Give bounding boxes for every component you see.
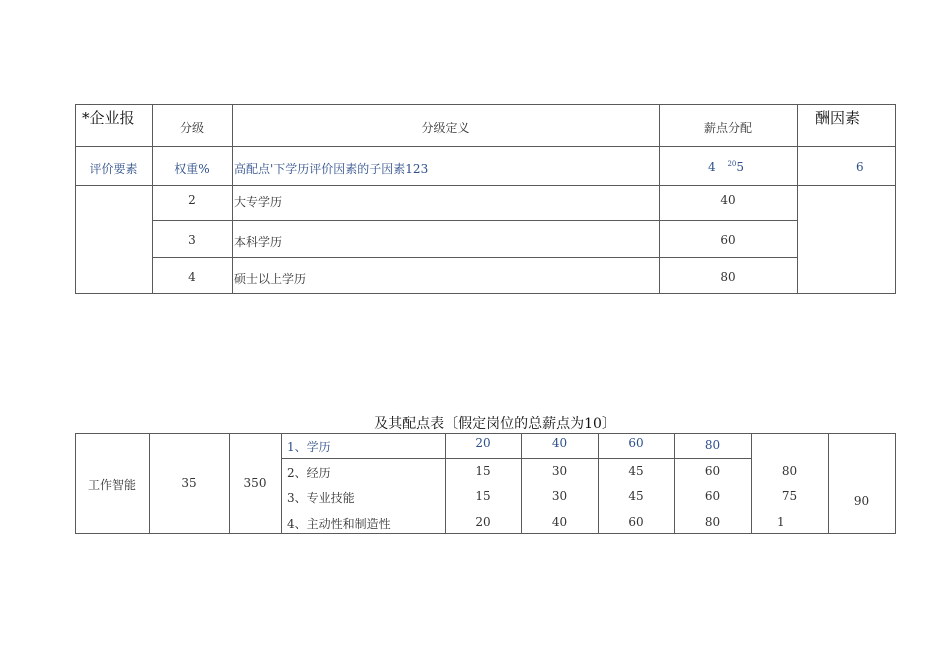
subfactor-name: 4、主动性和制造性 bbox=[287, 517, 391, 531]
header-points: 薪点分配 bbox=[703, 121, 752, 135]
grade-value: 40 bbox=[551, 436, 568, 450]
subfactor-name: 1、学历 bbox=[287, 440, 331, 454]
table-row-points: 60 bbox=[720, 233, 736, 247]
extra-value: 80 bbox=[781, 464, 798, 478]
grade-value: 30 bbox=[551, 464, 568, 478]
grade-value: 30 bbox=[551, 489, 568, 503]
subfactor-name: 2、经历 bbox=[287, 466, 331, 480]
category-total: 350 bbox=[243, 476, 267, 490]
last-value: 6 bbox=[856, 160, 864, 174]
header-definition: 分级定义 bbox=[421, 121, 470, 135]
table2-title: 及其配点表〔假定岗位的总薪点为10〕 bbox=[374, 416, 616, 432]
subfactor-name: 3、专业技能 bbox=[287, 491, 355, 505]
points-cell bbox=[708, 160, 744, 174]
grade-value: 20 bbox=[475, 515, 491, 529]
header-grade: 分级 bbox=[179, 121, 204, 135]
grade-value: 60 bbox=[704, 489, 721, 503]
points-sup: 20 bbox=[727, 160, 737, 168]
grade-value: 15 bbox=[475, 464, 491, 478]
table-row-definition: 本科学历 bbox=[234, 235, 283, 249]
points-a: 4 bbox=[708, 160, 716, 174]
weight-label: 权重% bbox=[174, 162, 210, 176]
grade-value: 60 bbox=[628, 515, 644, 529]
grade-value: 40 bbox=[551, 515, 568, 529]
header-factor: 酬因素 bbox=[815, 109, 861, 127]
grade-value: 60 bbox=[628, 436, 644, 450]
subfactor-definition: 高配点'下学历评价因素的子因素123 bbox=[234, 162, 429, 176]
grade-value: 45 bbox=[628, 464, 644, 478]
grade-value: 80 bbox=[704, 515, 721, 529]
grade-value: 80 bbox=[704, 438, 721, 452]
table-row-grade: 2 bbox=[188, 193, 196, 207]
factor-label: 评价要素 bbox=[89, 162, 138, 176]
table-row-grade: 4 bbox=[188, 270, 196, 284]
grade-value: 60 bbox=[704, 464, 721, 478]
points-b: 5 bbox=[736, 160, 745, 174]
table-row-definition: 大专学历 bbox=[234, 195, 283, 209]
category-label: 工作智能 bbox=[87, 478, 136, 492]
table-row-points: 40 bbox=[720, 193, 736, 207]
last-column-value: 90 bbox=[853, 494, 870, 508]
table-row-definition: 硕士以上学历 bbox=[234, 272, 307, 286]
header-corner: *企业报 bbox=[82, 109, 135, 127]
extra-value: 75 bbox=[781, 489, 798, 503]
category-weight: 35 bbox=[181, 476, 197, 490]
extra-value: 1 bbox=[777, 515, 785, 529]
grade-value: 45 bbox=[628, 489, 644, 503]
table-row-grade: 3 bbox=[188, 233, 196, 247]
grade-value: 15 bbox=[475, 489, 491, 503]
grade-value: 20 bbox=[475, 436, 491, 450]
table-row-points: 80 bbox=[720, 270, 736, 284]
